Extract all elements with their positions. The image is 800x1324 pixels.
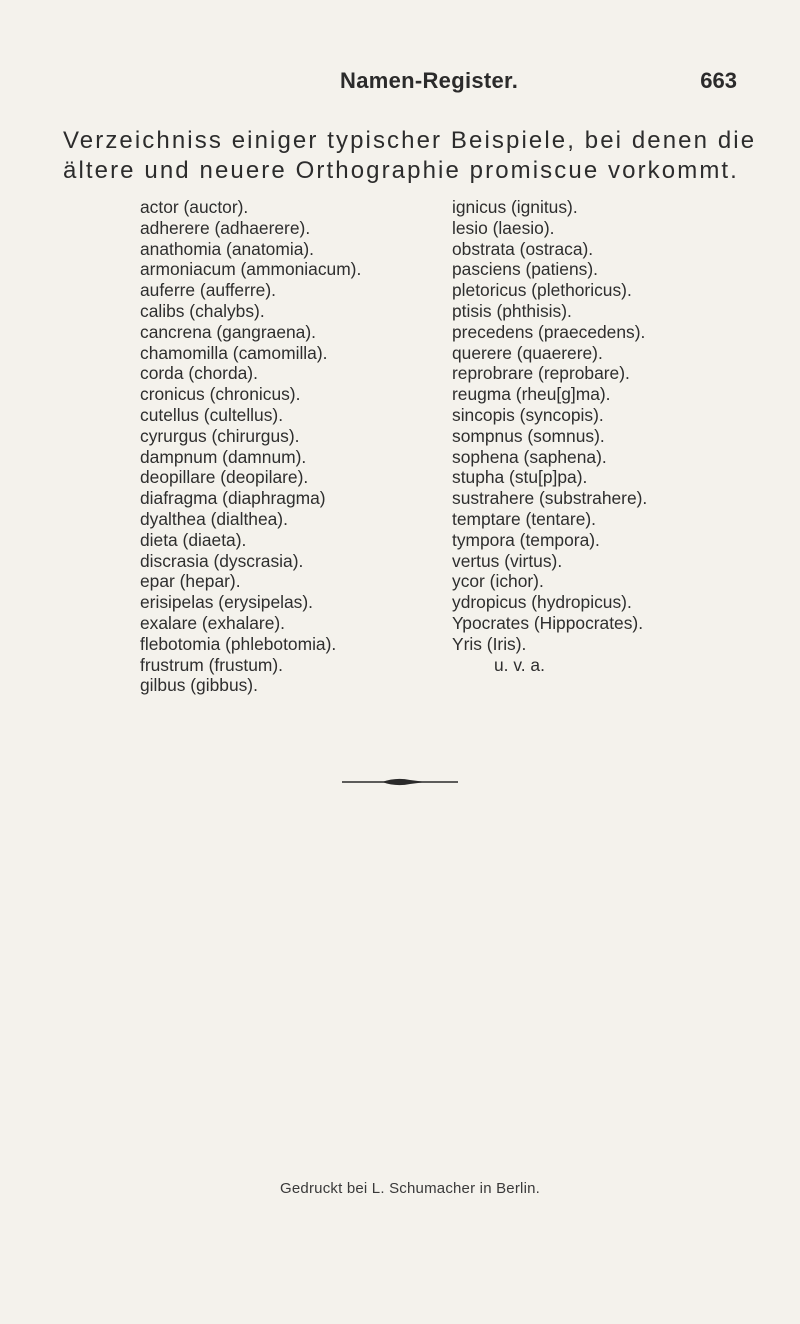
list-item: ignicus (ignitus). — [452, 197, 578, 217]
list-item: cutellus (cultellus). — [140, 404, 284, 425]
list-item: Yris (Iris). — [452, 633, 527, 654]
section-heading-line-1: Verzeichniss einiger typischer Beispiele, bei denen die — [63, 127, 757, 154]
section-heading-line-2: ältere und neuere Orthographie promiscue vorkommt. — [63, 157, 739, 184]
list-item: dyalthea (dialthea). — [140, 508, 288, 529]
list-item: Ypocrates (Hippocrates). — [452, 612, 644, 633]
list-item: ptisis (phthisis). — [452, 300, 572, 321]
list-item: stupha (stu[p]pa). — [452, 467, 588, 488]
list-item: pasciens (patiens). — [452, 259, 598, 280]
list-item: pletoricus (plethoricus). — [452, 280, 632, 301]
list-item: adherere (adhaerere). — [140, 217, 311, 238]
list-item: chamomilla (camomilla). — [140, 342, 328, 363]
list-item-etc: u. v. a. — [494, 654, 545, 675]
section-heading — [63, 126, 757, 186]
list-item: cancrena (gangraena). — [140, 321, 316, 342]
list-item: armoniacum (ammoniacum). — [140, 259, 362, 280]
list-item: anathomia (anatomia). — [140, 238, 314, 259]
list-item: dampnum (damnum). — [140, 446, 307, 467]
list-item: deopillare (deopilare). — [140, 467, 309, 488]
list-item: sustrahere (substrahere). — [452, 488, 648, 509]
running-title: Namen-Register. — [340, 68, 519, 93]
list-item: frustrum (frustum). — [140, 654, 283, 675]
list-item: querere (quaerere). — [452, 342, 603, 363]
list-item: flebotomia (phlebotomia). — [140, 633, 337, 654]
list-item: precedens (praecedens). — [452, 321, 646, 342]
left-column-list — [140, 197, 361, 696]
list-item: auferre (aufferre). — [140, 280, 276, 301]
list-item: sincopis (syncopis). — [452, 404, 604, 425]
page-number: 663 — [700, 68, 737, 93]
list-item: vertus (virtus). — [452, 550, 563, 571]
list-item: calibs (chalybs). — [140, 300, 265, 321]
list-item: ycor (ichor). — [452, 571, 544, 592]
list-item: reugma (rheu[g]ma). — [452, 384, 611, 405]
running-head — [0, 68, 800, 98]
list-item: obstrata (ostraca). — [452, 238, 594, 259]
list-item: sompnus (somnus). — [452, 425, 605, 446]
printer-imprint: Gedruckt bei L. Schumacher in Berlin. — [280, 1180, 541, 1197]
list-item: epar (hepar). — [140, 571, 241, 592]
list-item: diafragma (diaphragma) — [140, 488, 326, 509]
list-item: lesio (laesio). — [452, 217, 555, 238]
list-item: reprobrare (reprobare). — [452, 363, 630, 384]
list-item: dieta (diaeta). — [140, 529, 247, 550]
list-item: exalare (exhalare). — [140, 612, 285, 633]
list-item: ydropicus (hydropicus). — [452, 592, 632, 613]
list-item: temptare (tentare). — [452, 508, 597, 529]
list-item: gilbus (gibbus). — [140, 675, 258, 696]
list-item: sophena (saphena). — [452, 446, 607, 467]
list-item: cronicus (chronicus). — [140, 384, 301, 405]
list-item: tympora (tempora). — [452, 529, 600, 550]
list-item: erisipelas (erysipelas). — [140, 592, 313, 613]
list-item: discrasia (dyscrasia). — [140, 550, 304, 571]
printers-rule-icon — [340, 775, 460, 789]
right-column-list — [452, 197, 647, 675]
list-item: actor (auctor). — [140, 197, 249, 217]
list-item: corda (chorda). — [140, 363, 258, 384]
list-item: cyrurgus (chirurgus). — [140, 425, 300, 446]
